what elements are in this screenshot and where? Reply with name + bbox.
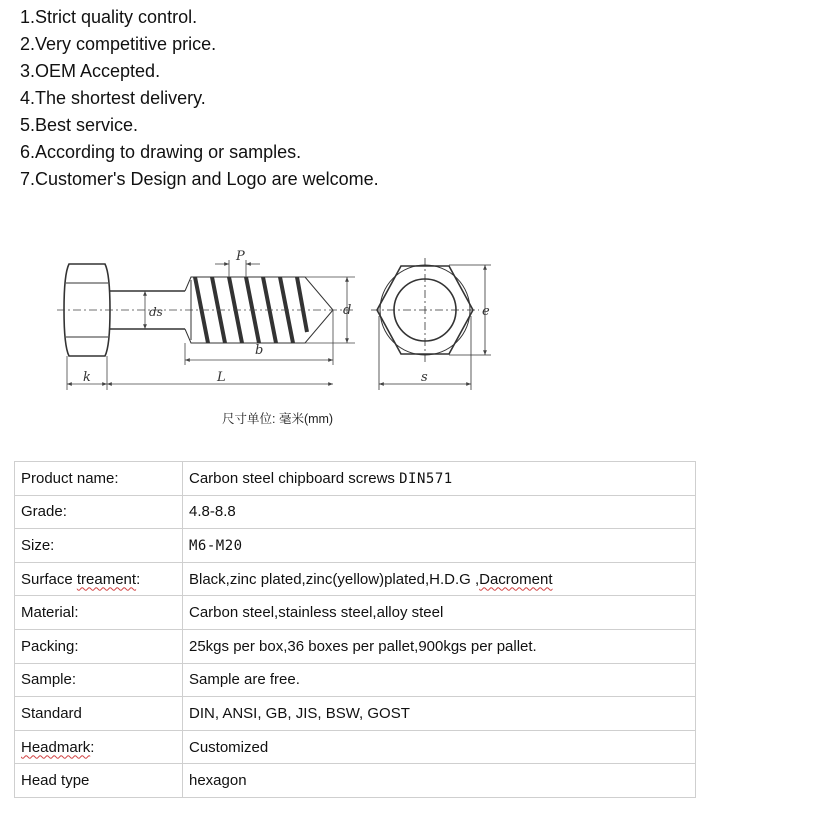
spec-table — [14, 461, 696, 798]
spec-value: Customized — [183, 730, 696, 764]
spec-label-text: : — [90, 738, 95, 756]
spec-label — [15, 730, 183, 764]
spec-value: hexagon — [183, 764, 696, 798]
spec-label-text: : — [136, 570, 141, 588]
table-row — [15, 730, 696, 764]
feature-item: 3.OEM Accepted. — [20, 61, 161, 81]
spec-label: Packing: — [15, 629, 183, 663]
spec-label — [15, 562, 183, 596]
spec-label: Material: — [15, 596, 183, 630]
table-row — [15, 697, 696, 731]
screw-drawing — [55, 250, 505, 400]
dim-label-e: e — [482, 304, 490, 319]
table-row — [15, 562, 696, 596]
spellcheck-word: Dacroment — [479, 570, 553, 588]
spec-value: 4.8-8.8 — [183, 495, 696, 529]
feature-item: 7.Customer's Design and Logo are welcome. — [20, 169, 379, 189]
table-row — [15, 629, 696, 663]
table-row — [15, 764, 696, 798]
table-row — [15, 495, 696, 529]
spec-value: 25kgs per box,36 boxes per pallet,900kgs per pallet. — [183, 629, 696, 663]
dim-label-ds: ds — [149, 305, 163, 319]
spec-label: Product name: — [15, 462, 183, 496]
table-row — [15, 663, 696, 697]
spec-value: DIN, ANSI, GB, JIS, BSW, GOST — [183, 697, 696, 731]
dim-label-s: s — [421, 370, 428, 385]
feature-list — [20, 4, 379, 193]
spec-value: Carbon steel,stainless steel,alloy steel — [183, 596, 696, 630]
spec-value-standard: DIN571 — [399, 470, 453, 487]
dim-label-p: P — [236, 250, 245, 264]
table-row — [15, 529, 696, 563]
dim-label-b: b — [255, 343, 264, 358]
spellcheck-word: treament — [76, 570, 137, 588]
spec-label: Standard — [15, 697, 183, 731]
table-row — [15, 462, 696, 496]
spec-label: Size: — [15, 529, 183, 563]
spec-value: Sample are free. — [183, 663, 696, 697]
table-row — [15, 596, 696, 630]
spec-label: Grade: — [15, 495, 183, 529]
feature-item: 5.Best service. — [20, 115, 139, 135]
drawing-caption: 尺寸单位: 毫米(mm) — [222, 412, 334, 426]
spec-label: Head type — [15, 764, 183, 798]
dim-label-l: L — [217, 370, 226, 385]
spec-value — [183, 529, 696, 563]
screw-end-view — [371, 258, 491, 390]
spellcheck-word: Headmark — [21, 738, 91, 756]
dim-label-d: d — [343, 303, 352, 318]
feature-item: 6.According to drawing or samples. — [20, 142, 302, 162]
spec-label-text: Surface — [21, 570, 77, 588]
feature-item: 4.The shortest delivery. — [20, 88, 206, 108]
spec-value-text: Black,zinc plated,zinc(yellow)plated,H.D.G , — [189, 570, 480, 588]
spec-value — [183, 462, 696, 496]
feature-item: 1.Strict quality control. — [20, 7, 198, 27]
spec-label: Sample: — [15, 663, 183, 697]
dim-label-k: k — [83, 370, 91, 385]
spec-value-text: Carbon steel chipboard screws — [189, 469, 400, 487]
spec-value-text: M6-M20 — [189, 537, 243, 554]
feature-item: 2.Very competitive price. — [20, 34, 217, 54]
spec-value — [183, 562, 696, 596]
